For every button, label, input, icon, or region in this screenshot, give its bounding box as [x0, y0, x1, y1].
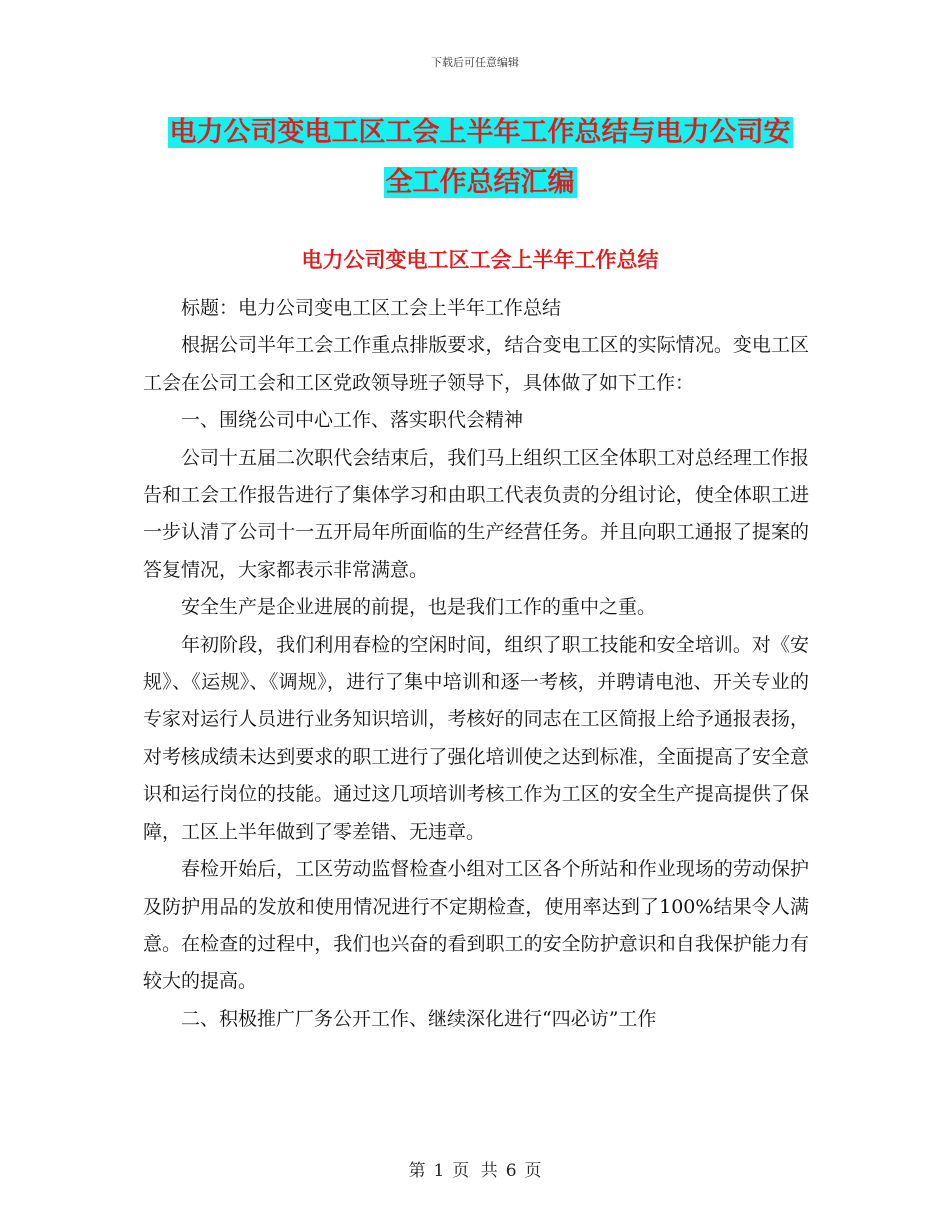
paragraph: 标题：电力公司变电工区工会上半年工作总结	[181, 297, 562, 319]
paragraph: 年初阶段，我们利用春检的空闲时间，组织了职工技能和安全培训。对《安规》、《运规》、《调规》，进行了集中培训和逐一考核，并聘请电池、开关专业的专家对运行人员进行业务知识培训，考核好的同志在工区简报上给予通报表扬，对考核成绩未达到要求的职工进行了强化培训使之达到标准，全面提高了安全意识和运行岗位的技能。通过这几项培训考核工作为工区的安全生产提高提供了保障，工区上半年做到了零差错、无违章。	[143, 633, 809, 843]
paragraph: 春检开始后，工区劳动监督检查小组对工区各个所站和作业现场的劳动保护及防护用品的发放和使用情况进行不定期检查，使用率达到了100%结果令人满意。在检查的过程中，我们也兴奋的看到职工的安全防护意识和自我保护能力有较大的提高。	[143, 858, 809, 993]
page-suffix: 页	[524, 1161, 542, 1181]
page-prefix: 第	[408, 1161, 426, 1181]
paragraph: 一、围绕公司中心工作、落实职代会精神	[181, 409, 524, 432]
main-title-line2: 全工作总结汇编	[385, 167, 575, 198]
main-title	[140, 108, 820, 208]
page-footer	[0, 1156, 950, 1181]
paragraph: 安全生产是企业进展的前提，也是我们工作的重中之重。	[181, 596, 657, 619]
paragraph: 二、积极推广厂务公开工作、继续深化进行“四必访”工作	[181, 1007, 657, 1030]
page-current: 1	[433, 1161, 445, 1181]
document-body	[143, 290, 809, 1038]
paragraph: 公司十五届二次职代会结束后，我们马上组织工区全体职工对总经理工作报告和工会工作报告进行了集体学习和由职工代表负责的分组讨论，使全体职工进一步认清了公司十一五开局年所面临的生产经营任务。并且向职工通报了提案的答复情况，大家都表示非常满意。	[143, 446, 809, 581]
page-mid: 页 共	[452, 1161, 498, 1181]
section-title: 电力公司变电工区工会上半年工作总结	[301, 247, 659, 272]
header-note: 下载后可任意编辑	[431, 56, 519, 69]
paragraph: 根据公司半年工会工作重点排版要求，结合变电工区的实际情况。变电工区工会在公司工会和工区党政领导班子领导下，具体做了如下工作：	[143, 334, 809, 394]
page-total: 6	[505, 1161, 517, 1181]
main-title-line1: 电力公司变电工区工会上半年工作总结与电力公司安	[169, 117, 791, 148]
